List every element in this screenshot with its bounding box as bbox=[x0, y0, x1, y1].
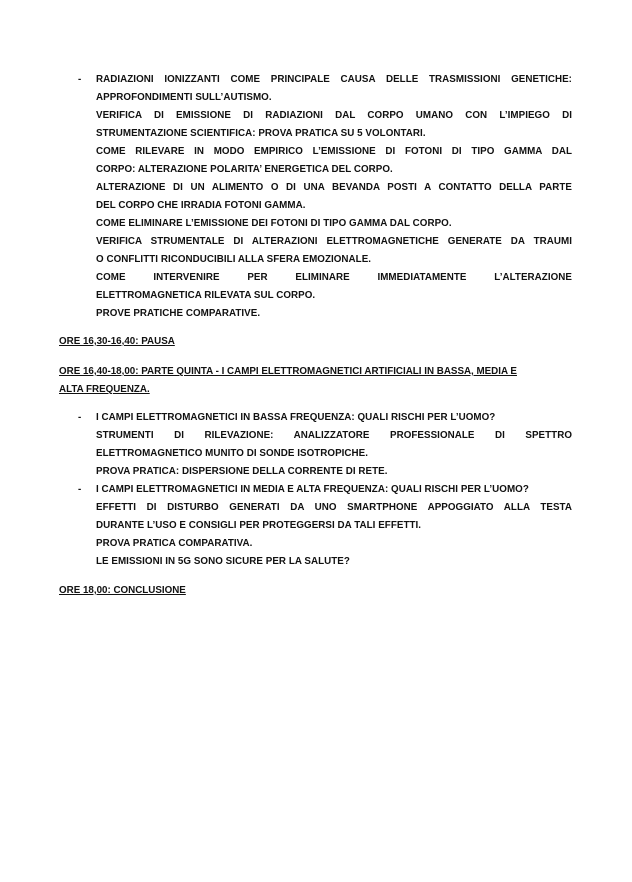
body-line: COME INTERVENIRE PER ELIMINARE IMMEDIATAMENTE L’ALTERAZIONE bbox=[96, 272, 572, 283]
body-line: STRUMENTI DI RILEVAZIONE: ANALIZZATORE PROFESSIONALE DI SPETTRO bbox=[96, 430, 572, 441]
body-line: PROVE PRATICHE COMPARATIVE. bbox=[96, 308, 261, 319]
body-line: O CONFLITTI RICONDUCIBILI ALLA SFERA EMOZIONALE. bbox=[96, 254, 372, 265]
body-line: DEL CORPO CHE IRRADIA FOTONI GAMMA. bbox=[96, 200, 306, 211]
bullet-dash: - bbox=[78, 412, 82, 423]
body-line: RADIAZIONI IONIZZANTI COME PRINCIPALE CAUSA DELLE TRASMISSIONI GENETICHE: bbox=[96, 74, 572, 85]
part-five-heading: ORE 16,40-18,00: PARTE QUINTA - I CAMPI ELETTROMAGNETICI ARTIFICIALI IN BASSA, MEDIA E bbox=[59, 366, 517, 377]
part-five-heading-cont: ALTA FREQUENZA. bbox=[59, 384, 150, 395]
body-line: DURANTE L’USO E CONSIGLI PER PROTEGGERSI DA TALI EFFETTI. bbox=[96, 520, 422, 531]
body-line: I CAMPI ELETTROMAGNETICI IN BASSA FREQUENZA: QUALI RISCHI PER L’UOMO? bbox=[96, 412, 496, 423]
body-line: COME RILEVARE IN MODO EMPIRICO L’EMISSIONE DI FOTONI DI TIPO GAMMA DAL bbox=[96, 146, 572, 157]
conclusion-heading: ORE 18,00: CONCLUSIONE bbox=[59, 585, 186, 596]
body-line: PROVA PRATICA COMPARATIVA. bbox=[96, 538, 253, 549]
body-line: EFFETTI DI DISTURBO GENERATI DA UNO SMARTPHONE APPOGGIATO ALLA TESTA bbox=[96, 502, 572, 513]
body-line: ALTERAZIONE DI UN ALIMENTO O DI UNA BEVANDA POSTI A CONTATTO DELLA PARTE bbox=[96, 182, 572, 193]
body-line: I CAMPI ELETTROMAGNETICI IN MEDIA E ALTA FREQUENZA: QUALI RISCHI PER L’UOMO? bbox=[96, 484, 529, 495]
body-line: COME ELIMINARE L’EMISSIONE DEI FOTONI DI TIPO GAMMA DAL CORPO. bbox=[96, 218, 452, 229]
body-line: CORPO: ALTERAZIONE POLARITA’ ENERGETICA DEL CORPO. bbox=[96, 164, 393, 175]
body-line: VERIFICA STRUMENTALE DI ALTERAZIONI ELETTROMAGNETICHE GENERATE DA TRAUMI bbox=[96, 236, 572, 247]
body-line: ELETTROMAGNETICA RILEVATA SUL CORPO. bbox=[96, 290, 316, 301]
body-line: PROVA PRATICA: DISPERSIONE DELLA CORRENTE DI RETE. bbox=[96, 466, 388, 477]
body-line: VERIFICA DI EMISSIONE DI RADIAZIONI DAL CORPO UMANO CON L’IMPIEGO DI bbox=[96, 110, 572, 121]
pause-heading: ORE 16,30-16,40: PAUSA bbox=[59, 336, 175, 347]
body-line: ELETTROMAGNETICO MUNITO DI SONDE ISOTROPICHE. bbox=[96, 448, 369, 459]
body-line: APPROFONDIMENTI SULL’AUTISMO. bbox=[96, 92, 272, 103]
bullet-dash: - bbox=[78, 484, 82, 495]
body-line: STRUMENTAZIONE SCIENTIFICA: PROVA PRATICA SU 5 VOLONTARI. bbox=[96, 128, 426, 139]
body-line: LE EMISSIONI IN 5G SONO SICURE PER LA SALUTE? bbox=[96, 556, 350, 567]
bullet-dash: - bbox=[78, 74, 82, 85]
